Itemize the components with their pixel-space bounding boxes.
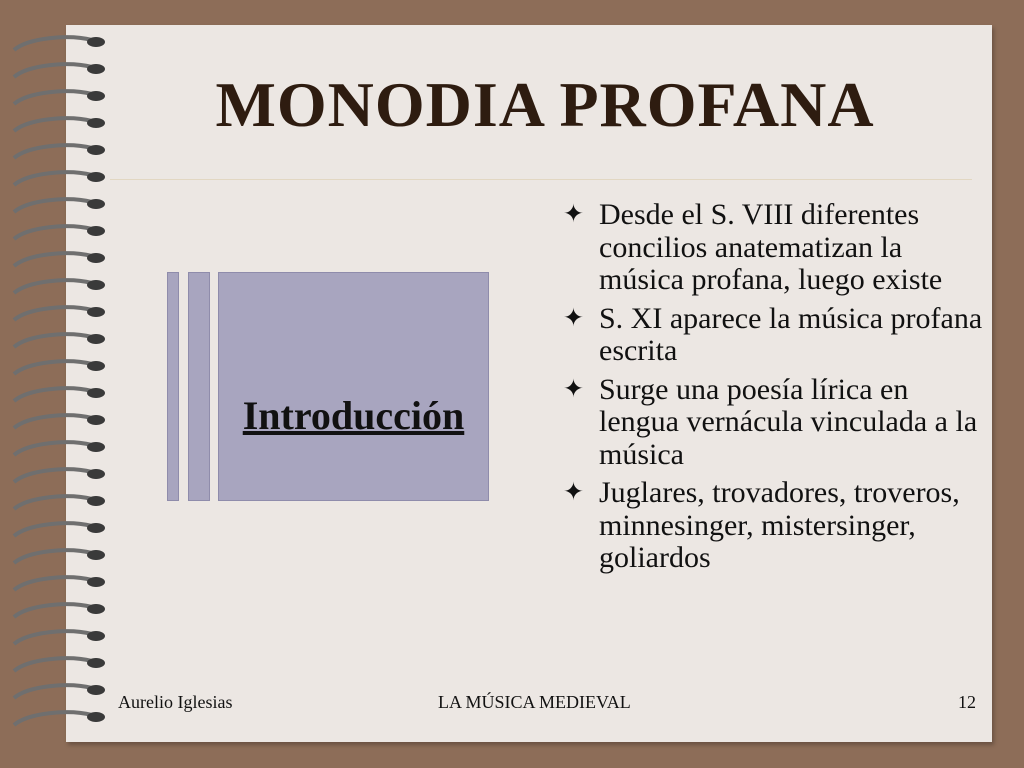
bullet-item <box>563 374 983 472</box>
footer-page-number: 12 <box>958 692 976 712</box>
spiral-coil <box>14 469 92 482</box>
binding-hole <box>87 307 105 317</box>
binding-hole <box>87 658 105 668</box>
spiral-coil <box>14 280 92 293</box>
footer-course: LA MÚSICA MEDIEVAL <box>438 692 631 712</box>
binding-hole <box>87 469 105 479</box>
spiral-coil <box>14 307 92 320</box>
binding-hole <box>87 577 105 587</box>
spiral-coil <box>14 145 92 158</box>
binding-hole <box>87 415 105 425</box>
spiral-coil <box>14 334 92 347</box>
spiral-coil <box>14 550 92 563</box>
footer-author: Aurelio Iglesias <box>118 692 233 712</box>
spiral-coil <box>14 37 92 50</box>
spiral-coil <box>14 496 92 509</box>
spiral-coil <box>14 415 92 428</box>
spiral-coil <box>14 442 92 455</box>
spiral-coil <box>14 631 92 644</box>
binding-hole <box>87 118 105 128</box>
binding-hole <box>87 442 105 452</box>
binding-hole <box>87 226 105 236</box>
binding-hole <box>87 64 105 74</box>
panel-stripe-medium <box>188 272 210 501</box>
binding-hole <box>87 145 105 155</box>
binding-hole <box>87 361 105 371</box>
spiral-coil <box>14 91 92 104</box>
star-bullet-icon: ✦ <box>563 479 584 506</box>
binding-hole <box>87 37 105 47</box>
binding-hole <box>87 604 105 614</box>
bullet-text: Surge una poesía lírica en lengua vernácula vinculada a la música <box>599 372 978 471</box>
spiral-coil <box>14 226 92 239</box>
spiral-coil <box>14 577 92 590</box>
binding-hole <box>87 685 105 695</box>
binding-hole <box>87 199 105 209</box>
spiral-coil <box>14 199 92 212</box>
title-divider <box>110 179 972 180</box>
star-bullet-icon: ✦ <box>563 375 584 403</box>
section-label: Introducción <box>242 393 465 438</box>
spiral-coil <box>14 388 92 401</box>
bullet-item <box>563 303 983 368</box>
star-bullet-icon: ✦ <box>563 304 584 332</box>
spiral-coil <box>14 685 92 698</box>
spiral-coil <box>14 64 92 77</box>
binding-hole <box>87 712 105 722</box>
spiral-coil <box>14 712 92 725</box>
spiral-coil <box>14 604 92 617</box>
binding-hole <box>87 334 105 344</box>
bullet-text: Juglares, trovadores, troveros, minnesinger, mistersinger, goliardos <box>599 476 960 574</box>
spiral-coil <box>14 523 92 536</box>
bullet-item <box>563 199 983 297</box>
spiral-binding <box>8 30 112 750</box>
star-bullet-icon: ✦ <box>563 201 584 228</box>
section-panel <box>218 272 489 501</box>
slide-title: MONODIA PROFANA <box>215 69 875 140</box>
spiral-coil <box>14 658 92 671</box>
spiral-coil <box>14 253 92 266</box>
binding-hole <box>87 253 105 263</box>
bullet-list <box>563 199 983 581</box>
bullet-text: S. XI aparece la música profana escrita <box>599 301 983 367</box>
binding-hole <box>87 496 105 506</box>
binding-hole <box>87 91 105 101</box>
binding-hole <box>87 631 105 641</box>
spiral-coil <box>14 118 92 131</box>
binding-hole <box>87 172 105 182</box>
panel-stripe-narrow <box>167 272 179 501</box>
bullet-item <box>563 477 983 575</box>
bullet-text: Desde el S. VIII diferentes concilios anatematizan la música profana, luego existe <box>599 198 943 296</box>
binding-hole <box>87 523 105 533</box>
binding-hole <box>87 550 105 560</box>
binding-hole <box>87 280 105 290</box>
spiral-coil <box>14 361 92 374</box>
spiral-coil <box>14 172 92 185</box>
binding-hole <box>87 388 105 398</box>
